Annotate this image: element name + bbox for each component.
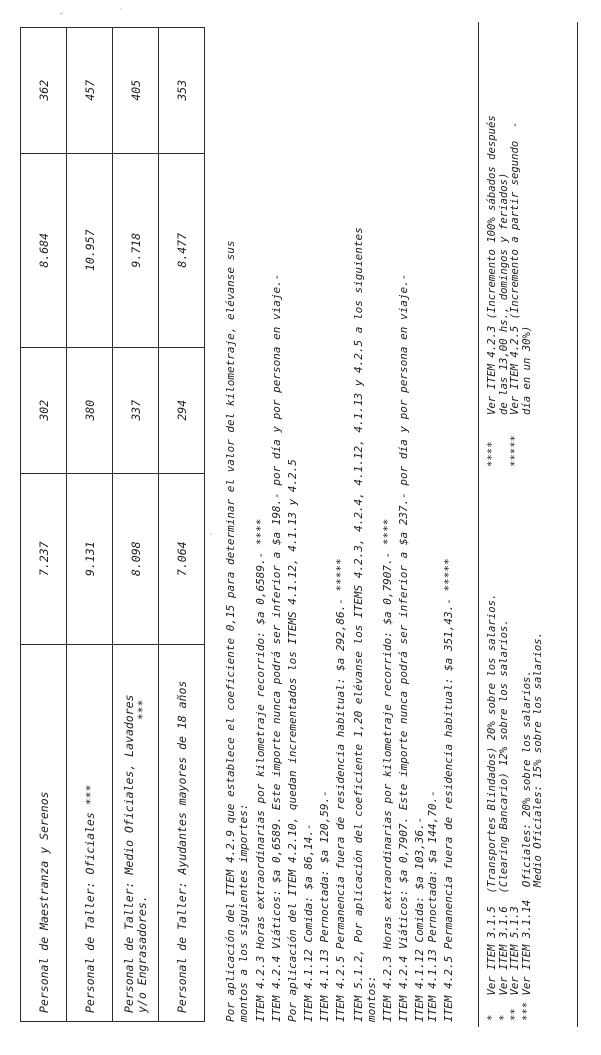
item-line: ITEM 4.2.5 Permanencia fuera de residencia habitual: $a 292,86.- ***** bbox=[334, 558, 347, 1022]
item-line: ITEM 4.1.12 Comida: $a 103,36.- bbox=[413, 816, 426, 1022]
footnotes-left: * Ver ITEM 3.1.5 (Transportes Blindados) 20% sobre los salarios. * Ver ITEM 3.1.6 (Clearing Bancario) 12% sobre los salarios. ** Ver ITEM 5.1.3 *** Ver ITEM 3.1.14 Oficiales: 20% sobre los salarios. Medio Oficiales: 15% sobre los salarios. bbox=[486, 593, 545, 1021]
row-label bbox=[113, 645, 159, 1022]
cell-value: 294 bbox=[159, 348, 205, 474]
footnotes-right: Ver ITEM 4.2.3 (Incremento 100% sábados después de las 13,00 hs., domingos y feriados) Ver ITEM 4.2.5 (Incremento a partir segundo - día en un 30%) bbox=[486, 115, 533, 415]
item-line: ITEM 4.1.13 Pernoctada: $a 120,59.- bbox=[318, 790, 331, 1022]
cell-value: 353 bbox=[159, 28, 205, 154]
scan-speck bbox=[60, 12, 63, 15]
table-row bbox=[21, 28, 67, 1022]
cell-value: 8.477 bbox=[159, 153, 205, 347]
item-line: ITEM 4.1.13 Pernoctada: $a 144,70.- bbox=[426, 790, 439, 1022]
cell-value: 362 bbox=[21, 28, 67, 154]
row-label: Personal de Taller: Oficiales *** bbox=[67, 645, 113, 1022]
scan-speck bbox=[210, 533, 212, 535]
item-line: ITEM 4.1.12 Comida: $a 86,14.- bbox=[302, 823, 315, 1022]
row-label-line2 bbox=[136, 653, 149, 1013]
footnotes-right-marks: **** ***** bbox=[486, 435, 522, 467]
cell-value: 8.098 bbox=[113, 473, 159, 644]
item-line: Por aplicación del ITEM 4.2.10, quedan incrementados los ITEMS 4.1.12, 4.1.13 y 4.2.5 bbox=[286, 459, 299, 1022]
cell-value: 380 bbox=[67, 348, 113, 474]
wage-table bbox=[20, 27, 205, 1022]
row-label: Personal de Maestranza y Serenos bbox=[21, 645, 67, 1022]
row-label-line2-text: y/o Engrasadores. bbox=[134, 895, 149, 1013]
table-row bbox=[67, 28, 113, 1022]
cell-value: 9.718 bbox=[113, 153, 159, 347]
cell-value: 10.957 bbox=[67, 153, 113, 347]
footnotes-box bbox=[478, 22, 578, 1027]
table-row bbox=[113, 28, 159, 1022]
paragraph-line: montos: bbox=[365, 975, 378, 1022]
cell-value: 9.131 bbox=[67, 473, 113, 644]
paragraph-line: montos a los siguientes importes: bbox=[237, 803, 250, 1022]
paragraph-line: Por aplicación del ITEM 4.2.9 que establece el coeficiente 0,15 para determinar el valor del kilometraje, elévanse sus bbox=[224, 240, 237, 1022]
cell-value: 405 bbox=[113, 28, 159, 154]
cell-value: 8.684 bbox=[21, 153, 67, 347]
cell-value: 457 bbox=[67, 28, 113, 154]
cell-value: 337 bbox=[113, 348, 159, 474]
cell-value: 7.064 bbox=[159, 473, 205, 644]
item-line: ITEM 4.2.5 Permanencia fuera de residencia habitual: $a 351,43.- ***** bbox=[442, 558, 455, 1022]
footnote-mark: *** bbox=[134, 699, 149, 721]
row-label-line1: Personal de Taller: Medio Oficiales, Lavadores bbox=[121, 694, 136, 1013]
cell-value: 7.237 bbox=[21, 473, 67, 644]
item-line: ITEM 4.2.4 Viáticos: $a 0,7907. Este importe nunca podrá ser inferior a $a 237.- por día y por persona en viaje.- bbox=[397, 273, 410, 1022]
item-line: ITEM 4.2.3 Horas extraordinarias por kilometraje recorrido: $a 0,7907.- **** bbox=[381, 518, 394, 1022]
row-label: Personal de Taller: Ayudantes mayores de 18 años bbox=[159, 645, 205, 1022]
scan-speck bbox=[120, 8, 122, 10]
paragraph-line: ITEM 5.1.2, Por aplicación del coeficiente 1,20 elévanse los ITEMS 4.2.3, 4.2.4, 4.1.12, 4.1.13 y 4.2.5 a los siguientes bbox=[352, 227, 365, 1022]
cell-value: 302 bbox=[21, 348, 67, 474]
item-line: ITEM 4.2.3 Horas extraordinarias por kilometraje recorrido: $a 0,6589.- **** bbox=[254, 518, 267, 1022]
table-row bbox=[159, 28, 205, 1022]
item-line: ITEM 4.2.4 Viáticos: $a 0,6589. Este importe nunca podrá ser inferior a $a 198.- por día y por persona en viaje.- bbox=[270, 273, 283, 1022]
